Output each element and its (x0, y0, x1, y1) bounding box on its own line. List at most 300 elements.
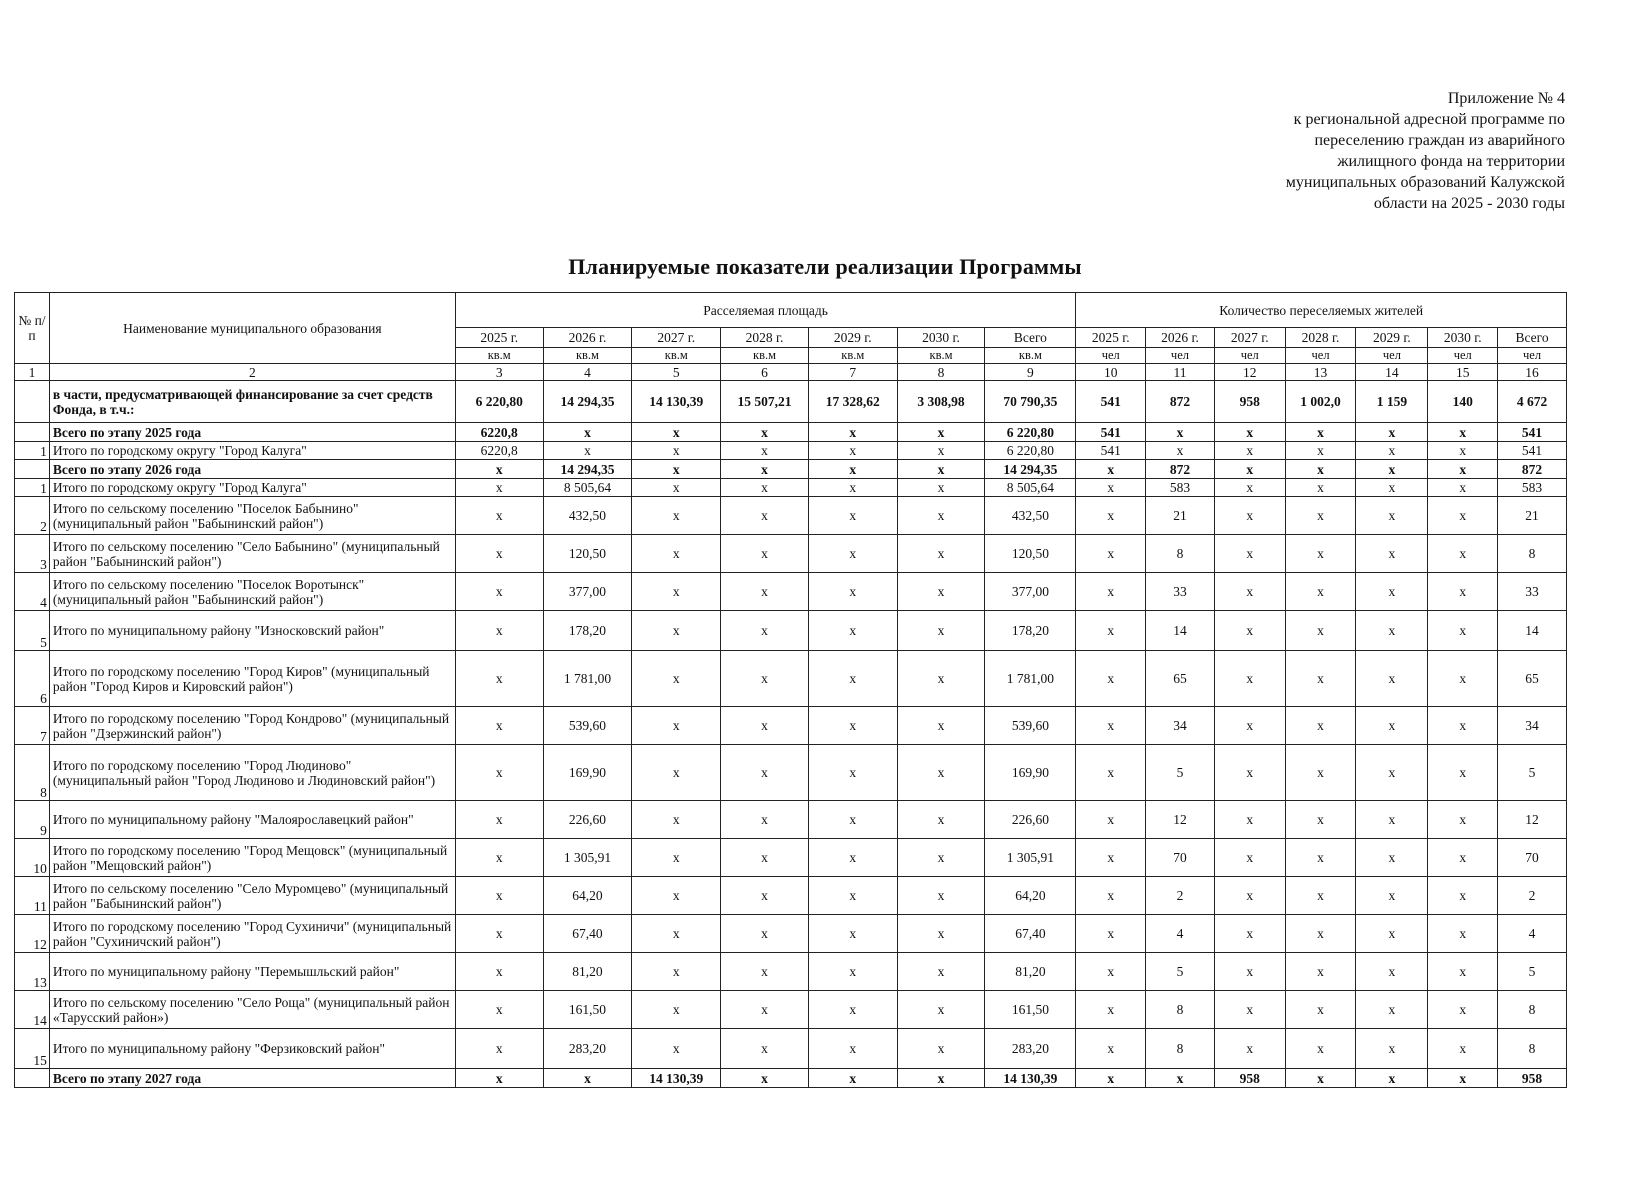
people-cell: 70 (1146, 839, 1215, 877)
row-number (15, 381, 50, 423)
header-year-area: 2027 г. (632, 328, 721, 348)
header-index-cell: 16 (1498, 364, 1567, 381)
area-cell: x (721, 479, 809, 497)
area-cell: x (632, 423, 721, 442)
people-cell: x (1356, 479, 1428, 497)
area-cell: x (808, 460, 897, 479)
area-cell: x (455, 745, 543, 801)
people-cell: 1 159 (1356, 381, 1428, 423)
header-index-cell: 4 (543, 364, 632, 381)
area-cell: x (808, 442, 897, 460)
area-cell: x (897, 423, 985, 442)
appendix-line: муниципальных образований Калужской (1285, 174, 1565, 191)
people-cell: 8 (1498, 535, 1567, 573)
people-cell: x (1146, 442, 1215, 460)
row-number: 8 (15, 745, 50, 801)
header-unit-people: чел (1146, 348, 1215, 364)
people-cell: x (1428, 877, 1498, 915)
header-year-area: 2025 г. (455, 328, 543, 348)
area-cell: x (455, 573, 543, 611)
header-no: № п/п (15, 293, 50, 364)
area-cell: x (721, 915, 809, 953)
people-cell: 2 (1146, 877, 1215, 915)
people-cell: 65 (1498, 651, 1567, 707)
area-cell: 432,50 (543, 497, 632, 535)
area-cell: x (632, 1029, 721, 1069)
people-cell: 872 (1146, 460, 1215, 479)
people-cell: x (1428, 1069, 1498, 1088)
people-cell: 541 (1076, 381, 1146, 423)
people-cell: x (1428, 460, 1498, 479)
people-cell: x (1428, 535, 1498, 573)
area-cell: x (455, 953, 543, 991)
area-cell: x (632, 801, 721, 839)
area-cell: x (632, 442, 721, 460)
area-cell: 14 294,35 (985, 460, 1076, 479)
people-cell: 583 (1498, 479, 1567, 497)
area-cell: x (632, 707, 721, 745)
area-cell: x (721, 745, 809, 801)
header-index-cell: 14 (1356, 364, 1428, 381)
appendix-line: области на 2025 - 2030 годы (1373, 195, 1565, 212)
row-name: Итого по муниципальному району "Малоярославецкий район" (49, 801, 455, 839)
area-cell: x (455, 1069, 543, 1088)
area-cell: x (808, 1069, 897, 1088)
people-cell: x (1076, 497, 1146, 535)
people-cell: x (1428, 497, 1498, 535)
people-cell: x (1214, 1029, 1285, 1069)
area-cell: 17 328,62 (808, 381, 897, 423)
header-index-cell: 11 (1146, 364, 1215, 381)
area-cell: 6220,8 (455, 423, 543, 442)
people-cell: 8 (1146, 1029, 1215, 1069)
area-cell: x (897, 801, 985, 839)
header-unit-area: кв.м (985, 348, 1076, 364)
header-index-cell: 2 (49, 364, 455, 381)
row-name: в части, предусматривающей финансирование за счет средств Фонда, в т.ч.: (49, 381, 455, 423)
people-cell: x (1076, 839, 1146, 877)
table-row (15, 442, 1567, 460)
table-row (15, 381, 1567, 423)
area-cell: x (897, 839, 985, 877)
area-cell: x (808, 745, 897, 801)
header-group-area: Расселяемая площадь (455, 293, 1076, 328)
row-number: 4 (15, 573, 50, 611)
area-cell: x (721, 611, 809, 651)
area-cell: x (721, 423, 809, 442)
header-index-cell: 6 (721, 364, 809, 381)
people-cell: x (1214, 801, 1285, 839)
people-cell: x (1356, 991, 1428, 1029)
header-index-cell: 13 (1285, 364, 1356, 381)
area-cell: x (897, 479, 985, 497)
header-index-cell: 15 (1428, 364, 1498, 381)
area-cell: 377,00 (985, 573, 1076, 611)
area-cell: 226,60 (543, 801, 632, 839)
area-cell: x (897, 991, 985, 1029)
people-cell: 541 (1076, 423, 1146, 442)
people-cell: x (1076, 535, 1146, 573)
people-cell: 33 (1498, 573, 1567, 611)
header-index-cell: 12 (1214, 364, 1285, 381)
area-cell: x (632, 745, 721, 801)
people-cell: 70 (1498, 839, 1567, 877)
area-cell: x (721, 1029, 809, 1069)
area-cell: 120,50 (543, 535, 632, 573)
people-cell: x (1428, 801, 1498, 839)
row-number: 11 (15, 877, 50, 915)
people-cell: 541 (1076, 442, 1146, 460)
people-cell: 33 (1146, 573, 1215, 611)
area-cell: x (632, 460, 721, 479)
people-cell: x (1285, 497, 1356, 535)
area-cell: x (897, 651, 985, 707)
people-cell: x (1285, 801, 1356, 839)
area-cell: x (808, 915, 897, 953)
appendix-line: к региональной адресной программе по (1293, 111, 1565, 128)
people-cell: x (1285, 651, 1356, 707)
area-cell: 8 505,64 (985, 479, 1076, 497)
people-cell: x (1214, 479, 1285, 497)
people-cell: 12 (1498, 801, 1567, 839)
row-name: Итого по городскому поселению "Город Людиново" (муниципальный район "Город Людиново и Людиновский район") (49, 745, 455, 801)
people-cell: x (1356, 423, 1428, 442)
area-cell: x (808, 877, 897, 915)
row-name: Итого по муниципальному району "Перемышльский район" (49, 953, 455, 991)
people-cell: x (1214, 535, 1285, 573)
area-cell: 14 130,39 (632, 1069, 721, 1088)
people-cell: 12 (1146, 801, 1215, 839)
people-cell: 5 (1146, 953, 1215, 991)
people-cell: 21 (1146, 497, 1215, 535)
area-cell: x (897, 707, 985, 745)
people-cell: x (1076, 651, 1146, 707)
header-name: Наименование муниципального образования (49, 293, 455, 364)
row-number: 9 (15, 801, 50, 839)
area-cell: x (632, 535, 721, 573)
area-cell: x (808, 991, 897, 1029)
appendix-line: переселению граждан из аварийного (1314, 132, 1565, 149)
header-index-cell: 10 (1076, 364, 1146, 381)
people-cell: 1 002,0 (1285, 381, 1356, 423)
area-cell: x (632, 839, 721, 877)
people-cell: x (1146, 423, 1215, 442)
people-cell: x (1356, 915, 1428, 953)
row-name: Итого по городскому округу "Город Калуга" (49, 442, 455, 460)
area-cell: x (455, 991, 543, 1029)
header-index-cell: 7 (808, 364, 897, 381)
area-cell: x (808, 479, 897, 497)
people-cell: x (1356, 573, 1428, 611)
row-number: 10 (15, 839, 50, 877)
row-number: 14 (15, 991, 50, 1029)
area-cell: x (808, 423, 897, 442)
people-cell: x (1356, 611, 1428, 651)
row-number: 2 (15, 497, 50, 535)
area-cell: 161,50 (985, 991, 1076, 1029)
page-title: Планируемые показатели реализации Программы (568, 254, 1082, 279)
row-number: 6 (15, 651, 50, 707)
people-cell: x (1356, 1069, 1428, 1088)
area-cell: x (897, 611, 985, 651)
people-cell: x (1428, 707, 1498, 745)
table-row (15, 991, 1567, 1029)
appendix-line: Приложение № 4 (1447, 90, 1565, 107)
people-cell: 5 (1498, 745, 1567, 801)
row-name: Всего по этапу 2026 года (49, 460, 455, 479)
header-index-cell: 8 (897, 364, 985, 381)
area-cell: x (808, 801, 897, 839)
table-row (15, 423, 1567, 442)
people-cell: x (1285, 1069, 1356, 1088)
people-cell: x (1428, 991, 1498, 1029)
people-cell: x (1356, 460, 1428, 479)
area-cell: 1 305,91 (985, 839, 1076, 877)
area-cell: x (808, 611, 897, 651)
area-cell: 14 294,35 (543, 460, 632, 479)
area-cell: x (721, 801, 809, 839)
area-cell: x (897, 573, 985, 611)
people-cell: x (1285, 535, 1356, 573)
header-year-people: 2029 г. (1356, 328, 1428, 348)
people-cell: x (1076, 707, 1146, 745)
area-cell: x (721, 953, 809, 991)
people-cell: 8 (1146, 535, 1215, 573)
people-cell: 34 (1498, 707, 1567, 745)
header-unit-area: кв.м (897, 348, 985, 364)
people-cell: x (1076, 573, 1146, 611)
people-cell: x (1285, 423, 1356, 442)
people-cell: x (1285, 479, 1356, 497)
area-cell: x (808, 707, 897, 745)
people-cell: x (1285, 839, 1356, 877)
area-cell: 539,60 (543, 707, 632, 745)
area-cell: x (808, 497, 897, 535)
people-cell: 872 (1146, 381, 1215, 423)
people-cell: x (1356, 651, 1428, 707)
area-cell: x (543, 442, 632, 460)
table-row (15, 479, 1567, 497)
header-index-cell: 3 (455, 364, 543, 381)
area-cell: 14 130,39 (985, 1069, 1076, 1088)
area-cell: x (897, 953, 985, 991)
people-cell: x (1076, 745, 1146, 801)
area-cell: x (455, 651, 543, 707)
area-cell: x (897, 877, 985, 915)
area-cell: x (721, 460, 809, 479)
area-cell: x (808, 573, 897, 611)
people-cell: x (1428, 442, 1498, 460)
area-cell: x (632, 915, 721, 953)
table-row (15, 839, 1567, 877)
header-unit-people: чел (1498, 348, 1567, 364)
people-cell: 34 (1146, 707, 1215, 745)
header-unit-area: кв.м (721, 348, 809, 364)
people-cell: x (1428, 573, 1498, 611)
row-name: Итого по городскому поселению "Город Сухиничи" (муниципальный район "Сухиничский район") (49, 915, 455, 953)
area-cell: x (455, 915, 543, 953)
table-row (15, 1069, 1567, 1088)
area-cell: 283,20 (985, 1029, 1076, 1069)
area-cell: 1 781,00 (543, 651, 632, 707)
header-year-people: 2027 г. (1214, 328, 1285, 348)
row-number: 7 (15, 707, 50, 745)
row-number: 12 (15, 915, 50, 953)
area-cell: 6 220,80 (455, 381, 543, 423)
row-name: Всего по этапу 2027 года (49, 1069, 455, 1088)
people-cell: 8 (1498, 1029, 1567, 1069)
table-row (15, 573, 1567, 611)
people-cell: x (1428, 651, 1498, 707)
area-cell: x (897, 497, 985, 535)
area-cell: 226,60 (985, 801, 1076, 839)
header-unit-people: чел (1076, 348, 1146, 364)
people-cell: x (1356, 1029, 1428, 1069)
row-name: Итого по городскому поселению "Город Кондрово" (муниципальный район "Дзержинский район") (49, 707, 455, 745)
area-cell: x (455, 497, 543, 535)
area-cell: 169,90 (985, 745, 1076, 801)
people-cell: x (1285, 460, 1356, 479)
people-cell: x (1285, 745, 1356, 801)
area-cell: 169,90 (543, 745, 632, 801)
area-cell: 14 130,39 (632, 381, 721, 423)
area-cell: x (455, 839, 543, 877)
people-cell: x (1076, 953, 1146, 991)
people-cell: x (1076, 915, 1146, 953)
area-cell: x (808, 535, 897, 573)
people-cell: 541 (1498, 423, 1567, 442)
people-cell: 583 (1146, 479, 1215, 497)
people-cell: x (1285, 877, 1356, 915)
header-year-area: 2029 г. (808, 328, 897, 348)
area-cell: 67,40 (985, 915, 1076, 953)
row-name: Итого по муниципальному району "Износковский район" (49, 611, 455, 651)
row-number (15, 460, 50, 479)
people-cell: x (1076, 877, 1146, 915)
header-index-cell: 1 (15, 364, 50, 381)
people-cell: x (1076, 460, 1146, 479)
area-cell: 67,40 (543, 915, 632, 953)
people-cell: x (1356, 801, 1428, 839)
table-row (15, 801, 1567, 839)
people-cell: 958 (1214, 1069, 1285, 1088)
table-row (15, 651, 1567, 707)
area-cell: x (897, 1029, 985, 1069)
row-number (15, 423, 50, 442)
area-cell: 64,20 (985, 877, 1076, 915)
row-name: Итого по сельскому поселению "Поселок Бабынино" (муниципальный район "Бабынинский район") (49, 497, 455, 535)
people-cell: x (1285, 915, 1356, 953)
row-number (15, 1069, 50, 1088)
people-cell: x (1285, 573, 1356, 611)
area-cell: x (632, 573, 721, 611)
people-cell: 958 (1214, 381, 1285, 423)
header-year-people: Всего (1498, 328, 1567, 348)
area-cell: x (721, 535, 809, 573)
area-cell: 3 308,98 (897, 381, 985, 423)
header-unit-people: чел (1285, 348, 1356, 364)
header-year-people: 2026 г. (1146, 328, 1215, 348)
header-unit-people: чел (1428, 348, 1498, 364)
area-cell: x (897, 1069, 985, 1088)
people-cell: x (1214, 497, 1285, 535)
people-cell: x (1214, 611, 1285, 651)
area-cell: 539,60 (985, 707, 1076, 745)
people-cell: 4 672 (1498, 381, 1567, 423)
area-cell: x (808, 651, 897, 707)
people-cell: 65 (1146, 651, 1215, 707)
table-row (15, 877, 1567, 915)
people-cell: x (1076, 801, 1146, 839)
indicators-table (14, 292, 1567, 1088)
people-cell: x (1214, 877, 1285, 915)
header-year-area: Всего (985, 328, 1076, 348)
area-cell: x (632, 877, 721, 915)
area-cell: x (897, 460, 985, 479)
header-unit-area: кв.м (543, 348, 632, 364)
header-year-people: 2025 г. (1076, 328, 1146, 348)
area-cell: x (632, 611, 721, 651)
people-cell: x (1356, 745, 1428, 801)
table-row (15, 497, 1567, 535)
area-cell: 64,20 (543, 877, 632, 915)
area-cell: x (721, 839, 809, 877)
row-number: 1 (15, 479, 50, 497)
area-cell: x (721, 573, 809, 611)
people-cell: x (1214, 442, 1285, 460)
area-cell: x (897, 442, 985, 460)
area-cell: x (721, 877, 809, 915)
header-year-area: 2026 г. (543, 328, 632, 348)
header-year-area: 2030 г. (897, 328, 985, 348)
row-number: 3 (15, 535, 50, 573)
area-cell: 1 781,00 (985, 651, 1076, 707)
people-cell: 8 (1498, 991, 1567, 1029)
people-cell: x (1428, 953, 1498, 991)
people-cell: 2 (1498, 877, 1567, 915)
area-cell: x (455, 535, 543, 573)
people-cell: x (1356, 953, 1428, 991)
people-cell: x (1428, 1029, 1498, 1069)
people-cell: x (1428, 423, 1498, 442)
people-cell: x (1428, 915, 1498, 953)
row-name: Всего по этапу 2025 года (49, 423, 455, 442)
people-cell: x (1214, 839, 1285, 877)
people-cell: x (1428, 611, 1498, 651)
people-cell: x (1356, 442, 1428, 460)
people-cell: x (1214, 651, 1285, 707)
area-cell: 81,20 (985, 953, 1076, 991)
people-cell: 4 (1498, 915, 1567, 953)
table-row (15, 915, 1567, 953)
table-row (15, 535, 1567, 573)
area-cell: x (455, 460, 543, 479)
table-row (15, 953, 1567, 991)
people-cell: x (1146, 1069, 1215, 1088)
area-cell: x (632, 651, 721, 707)
area-cell: 70 790,35 (985, 381, 1076, 423)
area-cell: 6 220,80 (985, 423, 1076, 442)
header-index-cell: 9 (985, 364, 1076, 381)
header-unit-area: кв.м (808, 348, 897, 364)
area-cell: x (721, 707, 809, 745)
area-cell: 81,20 (543, 953, 632, 991)
area-cell: x (632, 497, 721, 535)
area-cell: 178,20 (543, 611, 632, 651)
people-cell: 14 (1146, 611, 1215, 651)
people-cell: x (1076, 1029, 1146, 1069)
people-cell: x (1214, 423, 1285, 442)
